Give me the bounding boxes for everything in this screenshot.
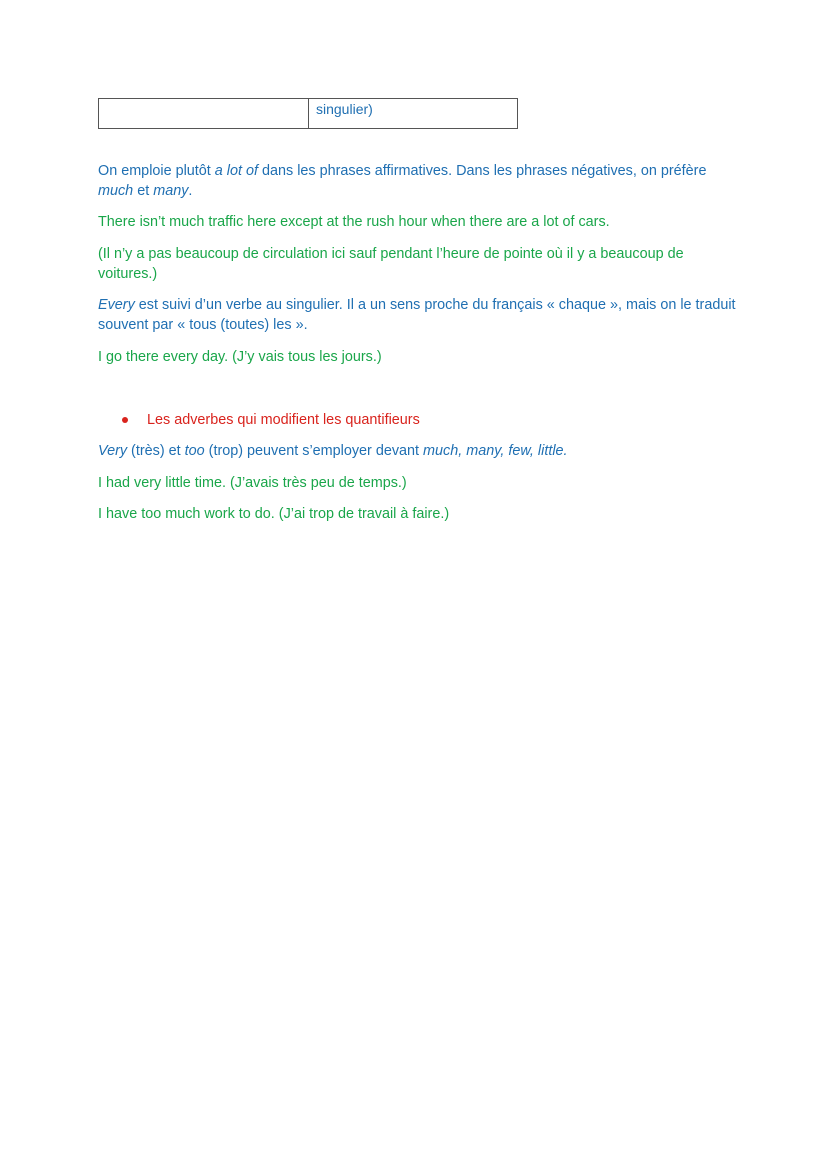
text-run: dans les phrases affirmatives. Dans les phrases négatives, on préfère xyxy=(258,163,707,179)
example-sentence: I had very little time. (J’avais très peu de temps.) xyxy=(98,475,407,491)
italic-term: too xyxy=(184,443,205,459)
example-sentence: I go there every day. (J’y vais tous les jours.) xyxy=(98,349,382,365)
paragraph-every xyxy=(98,295,738,335)
section-heading xyxy=(122,410,420,430)
italic-term: Very xyxy=(98,443,128,459)
paragraph-a-lot-of xyxy=(98,161,738,201)
italic-term: much xyxy=(98,183,134,199)
text-run: et xyxy=(133,183,154,199)
table-cell-right: singulier) xyxy=(316,101,373,117)
table-cell-left xyxy=(99,99,309,128)
example-translation: (Il n’y a pas beaucoup de circulation ici sauf pendant l’heure de pointe où il y a beaucoup de voitures.) xyxy=(98,246,684,282)
bullet-icon xyxy=(122,417,128,423)
text-run: est suivi d’un verbe au singulier. Il a un sens proche du français « chaque », mais on le traduit souvent par « tous (toutes) les ». xyxy=(98,297,736,333)
italic-term: much, many, few, little. xyxy=(423,443,568,459)
text-run: (trop) peuvent s’employer devant xyxy=(204,443,424,459)
example-sentence: I have too much work to do. (J’ai trop de travail à faire.) xyxy=(98,506,450,522)
italic-term: many xyxy=(153,183,189,199)
text-run: (très) et xyxy=(127,443,185,459)
italic-term: Every xyxy=(98,297,135,313)
grammar-table xyxy=(98,98,518,129)
example-sentence: There isn’t much traffic here except at the rush hour when there are a lot of cars. xyxy=(98,214,610,230)
heading-text: Les adverbes qui modifient les quantifieurs xyxy=(147,412,420,428)
text-run: . xyxy=(188,183,193,199)
text-run: On emploie plutôt xyxy=(98,163,215,179)
italic-term: a lot of xyxy=(214,163,258,179)
paragraph-very-too xyxy=(98,441,738,461)
